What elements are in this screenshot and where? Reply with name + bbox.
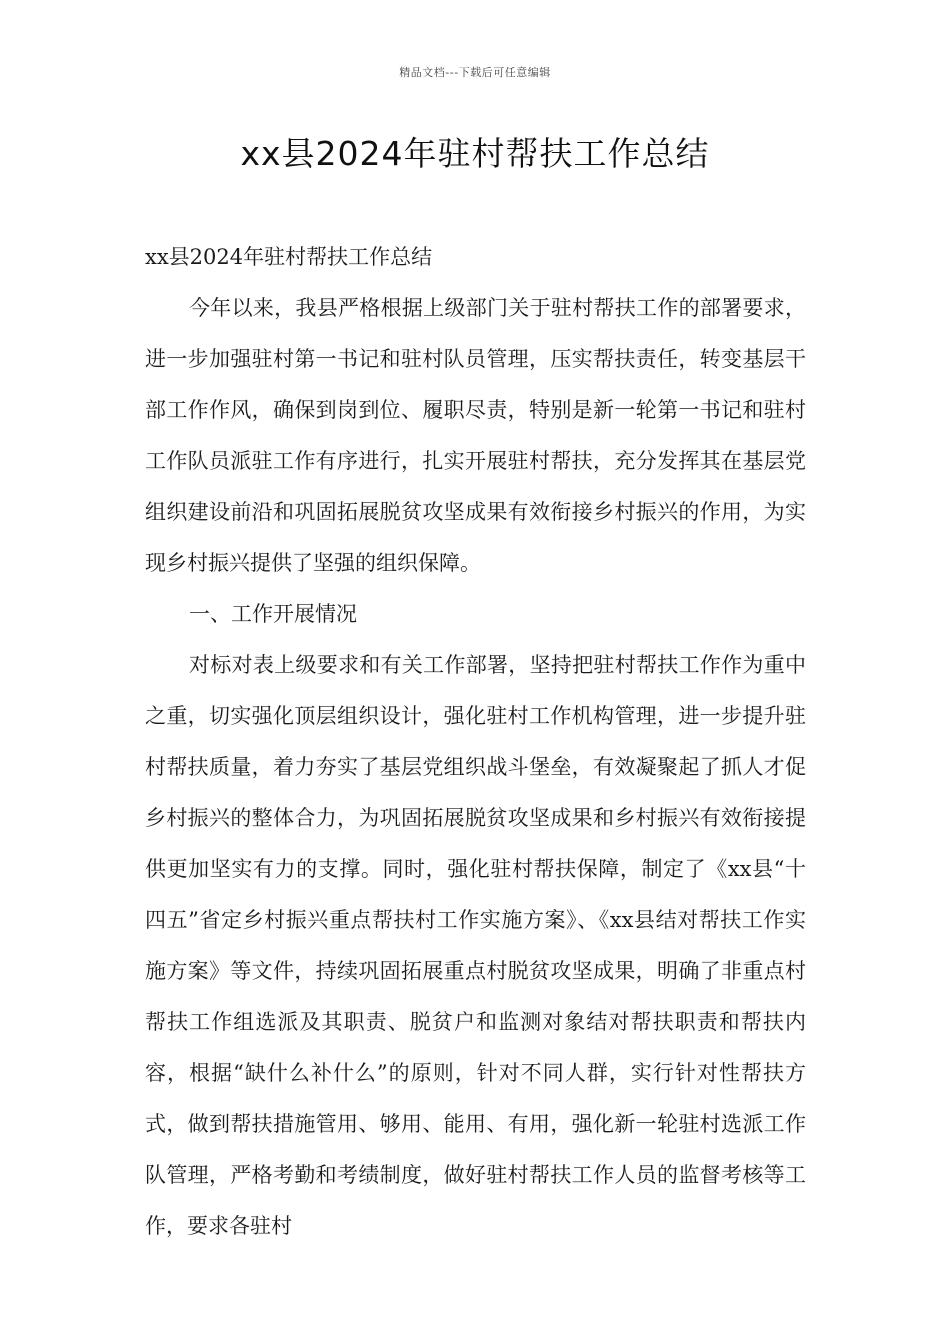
document-body (145, 232, 806, 1252)
header-note: 精品文档---下载后可任意编辑 (399, 66, 551, 79)
intro-paragraph: 今年以来，我县严格根据上级部门关于驻村帮扶工作的部署要求，进一步加强驻村第一书记和驻村队员管理，压实帮扶责任，转变基层干部工作作风，确保到岗到位、履职尽责，特别是新一轮第一书记和驻村工作队员派驻工作有序进行，扎实开展驻村帮扶，充分发挥其在基层党组织建设前沿和巩固拓展脱贫攻坚成果有效衔接乡村振兴的作用，为实现乡村振兴提供了坚强的组织保障。 (145, 296, 806, 575)
section-paragraph: 对标对表上级要求和有关工作部署，坚持把驻村帮扶工作作为重中之重，切实强化顶层组织设计，强化驻村工作机构管理，进一步提升驻村帮扶质量，着力夯实了基层党组织战斗堡垒，有效凝聚起了抓人才促乡村振兴的整体合力，为巩固拓展脱贫攻坚成果和乡村振兴有效衔接提供更加坚实有力的支撑。同时，强化驻村帮扶保障，制定了《xx县“十四五”省定乡村振兴重点帮扶村工作实施方案》、《xx县结对帮扶工作实施方案》等文件，持续巩固拓展重点村脱贫攻坚成果，明确了非重点村帮扶工作组选派及其职责、脱贫户和监测对象结对帮扶职责和帮扶内容，根据“缺什么补什么”的原则，针对不同人群，实行针对性帮扶方式，做到帮扶措施管用、够用、能用、有用，强化新一轮驻村选派工作队管理，严格考勤和考绩制度，做好驻村帮扶工作人员的监督考核等工作，要求各驻村 (145, 653, 806, 1238)
document-subtitle: xx县2024年驻村帮扶工作总结 (145, 245, 433, 269)
section-heading: 一、工作开展情况 (189, 602, 357, 626)
document-title: xx县2024年驻村帮扶工作总结 (240, 134, 710, 173)
